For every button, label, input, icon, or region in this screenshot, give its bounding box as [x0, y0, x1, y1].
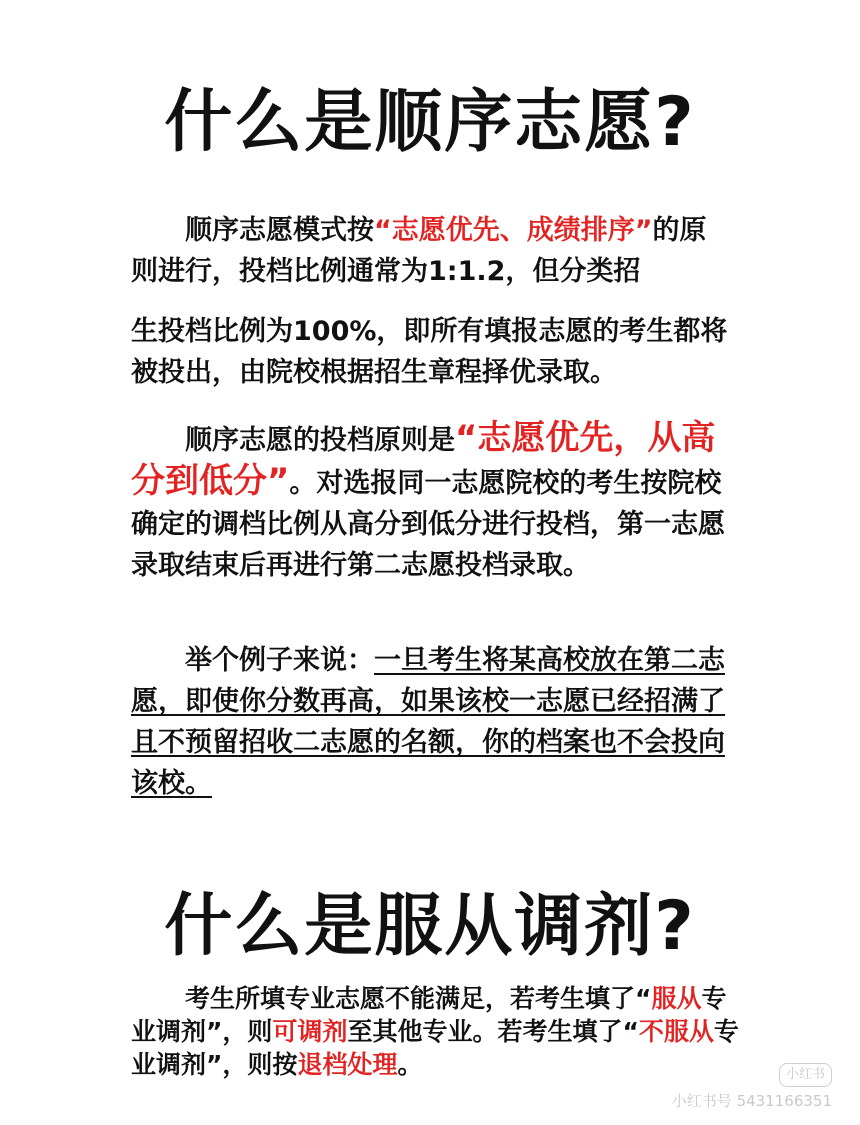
para3-rest: 。对选报同一志愿院校的考生按院校确定的调档比例从高分到低分进行投档，第一志愿录取结束后再进行第二志愿投档录取。 [131, 468, 725, 581]
paragraph-sequential-definition [131, 210, 731, 292]
paragraph-adjustment [131, 982, 751, 1081]
para4-underlined: 一旦考生将某高校放在第二志愿，即使你分数再高，如果该校一志愿已经招满了且不预留招收二志愿的名额，你的档案也不会投向该校。 [131, 645, 725, 799]
section-title-sequential: 什么是顺序志愿? [164, 83, 696, 162]
para4-lead: 举个例子来说： [185, 645, 374, 676]
p5-i: 。 [397, 1050, 423, 1079]
watermark [672, 1063, 832, 1111]
watermark-id: 小红书号 5431166351 [671, 1092, 832, 1110]
watermark-logo: 小红书 [779, 1063, 832, 1087]
p5-d: 可调剂 [272, 1017, 348, 1046]
p5-e: 至其他专业。若考生填了“ [347, 1017, 639, 1046]
p5-b: 服从 [651, 984, 702, 1013]
para1-highlight: “志愿优先、成绩排序” [374, 215, 653, 246]
paragraph-example [131, 640, 731, 804]
p5-h: 退档处理 [297, 1050, 398, 1079]
para3-highlight: “志愿优先，从高分到低分” [131, 418, 716, 501]
p5-f: 不服从 [638, 1017, 714, 1046]
paragraph-admission-ratio: 生投档比例为100%，即所有填报志愿的考生都将被投出，由院校根据招生章程择优录取。 [131, 316, 728, 388]
p5-c: 专业调剂”，则 [131, 984, 727, 1046]
para1-lead: 顺序志愿模式按 [185, 215, 374, 246]
para3-lead: 顺序志愿的投档原则是 [185, 425, 455, 456]
para1-rest: 的原则进行，投档比例通常为1:1.2，但分类招 [131, 215, 707, 287]
section-title-adjustment: 什么是服从调剂? [164, 887, 696, 966]
paragraph-filing-principle [131, 418, 731, 586]
p5-g: 专业调剂”，则按 [131, 1017, 739, 1079]
p5-a: 考生所填专业志愿不能满足，若考生填了“ [185, 984, 652, 1013]
